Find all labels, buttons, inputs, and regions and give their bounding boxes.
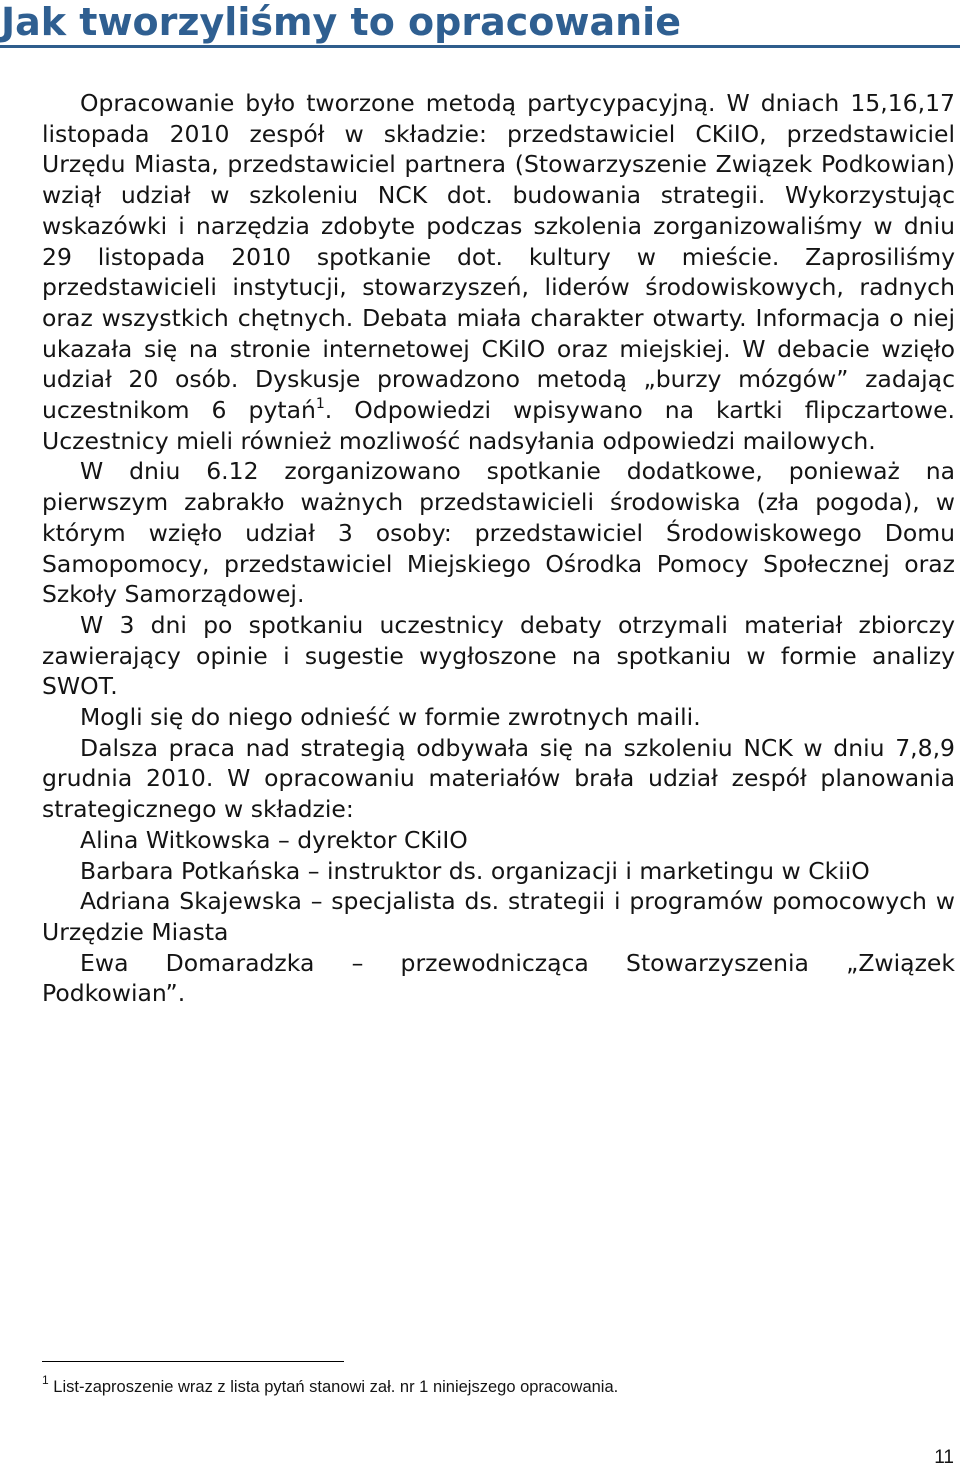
page-title: Jak tworzyliśmy to opracowanie xyxy=(1,0,681,44)
page-number: 11 xyxy=(934,1447,954,1468)
footnote-text: List-zaproszenie wraz z lista pytań stanowi zał. nr 1 niniejszego opracowania. xyxy=(53,1378,619,1396)
team-member-3: Adriana Skajewska – specjalista ds. strategii i programów pomocowych w Urzędzie Miasta xyxy=(42,887,955,946)
footnote-separator xyxy=(42,1361,344,1362)
paragraph-team-intro: Dalsza praca nad strategią odbywała się na szkoleniu NCK w dniu 7,8,9 grudnia 2010. W opracowaniu materiałów brała udział zespół planowania strategicznego w składzie: xyxy=(42,733,955,824)
page-heading xyxy=(0,0,960,48)
team-member-4: Ewa Domaradzka – przewodnicząca Stowarzyszenia „Związek Podkowian”. xyxy=(42,948,955,1008)
body-text xyxy=(42,88,955,1009)
footnote-marker: 1 xyxy=(42,1373,49,1387)
team-member-2: Barbara Potkańska – instruktor ds. organizacji i marketingu w CkiiO xyxy=(80,856,870,885)
footnote-reference: 1 xyxy=(315,396,325,413)
team-member-1: Alina Witkowska – dyrektor CKiIO xyxy=(80,825,468,854)
paragraph-text-continued: . Odpowiedzi wpisywano na kartki flipczartowe. Uczestnicy mieli również mozliwość nadsyłania odpowiedzi mailowych. xyxy=(42,396,956,455)
paragraph-text: Opracowanie było tworzone metodą partycypacyjną. W dniach 15,16,17 listopada 2010 zespół w składzie: przedstawiciel CKiIO, przedstawiciel Urzędu Miasta, przedstawiciel partnera (Stowarzyszenie Związek Podkowian) wziął udział w szkoleniu NCK dot. budowania strategii. Wykorzystując wskazówki i narzędzia zdobyte podczas szkolenia zorganizowaliśmy w dniu 29 listopada 2010 spotkanie dot. kultury w mieście. Zaprosiliśmy przedstawicieli instytucji, stowarzyszeń, liderów środowiskowych, radnych oraz wszystkich chętnych. Debata miała charakter otwarty. Informacja o niej ukazała się na stronie internetowej CKiIO oraz miejskiej. W debacie wzięło udział 20 osób. Dyskusje prowadzono metodą „burzy mózgów” zadając uczestnikom 6 pytań xyxy=(42,89,955,425)
paragraph-methodology xyxy=(42,88,955,456)
footnote xyxy=(42,1373,619,1398)
paragraph-feedback: Mogli się do niego odnieść w formie zwrotnych maili. xyxy=(80,703,701,732)
paragraph-additional-meeting: W dniu 6.12 zorganizowano spotkanie dodatkowe, ponieważ na pierwszym zabrakło ważnych przedstawicieli środowiska (zła pogoda), w którym wzięło udział 3 osoby: przedstawiciel Środowiskowego Domu Samopomocy, przedstawiciel Miejskiego Ośrodka Pomocy Społecznej oraz Szkoły Samorządowej. xyxy=(42,457,955,609)
paragraph-swot: W 3 dni po spotkaniu uczestnicy debaty otrzymali materiał zbiorczy zawierający opinie i sugestie wygłoszone na spotkaniu w formie analizy SWOT. xyxy=(42,610,955,701)
